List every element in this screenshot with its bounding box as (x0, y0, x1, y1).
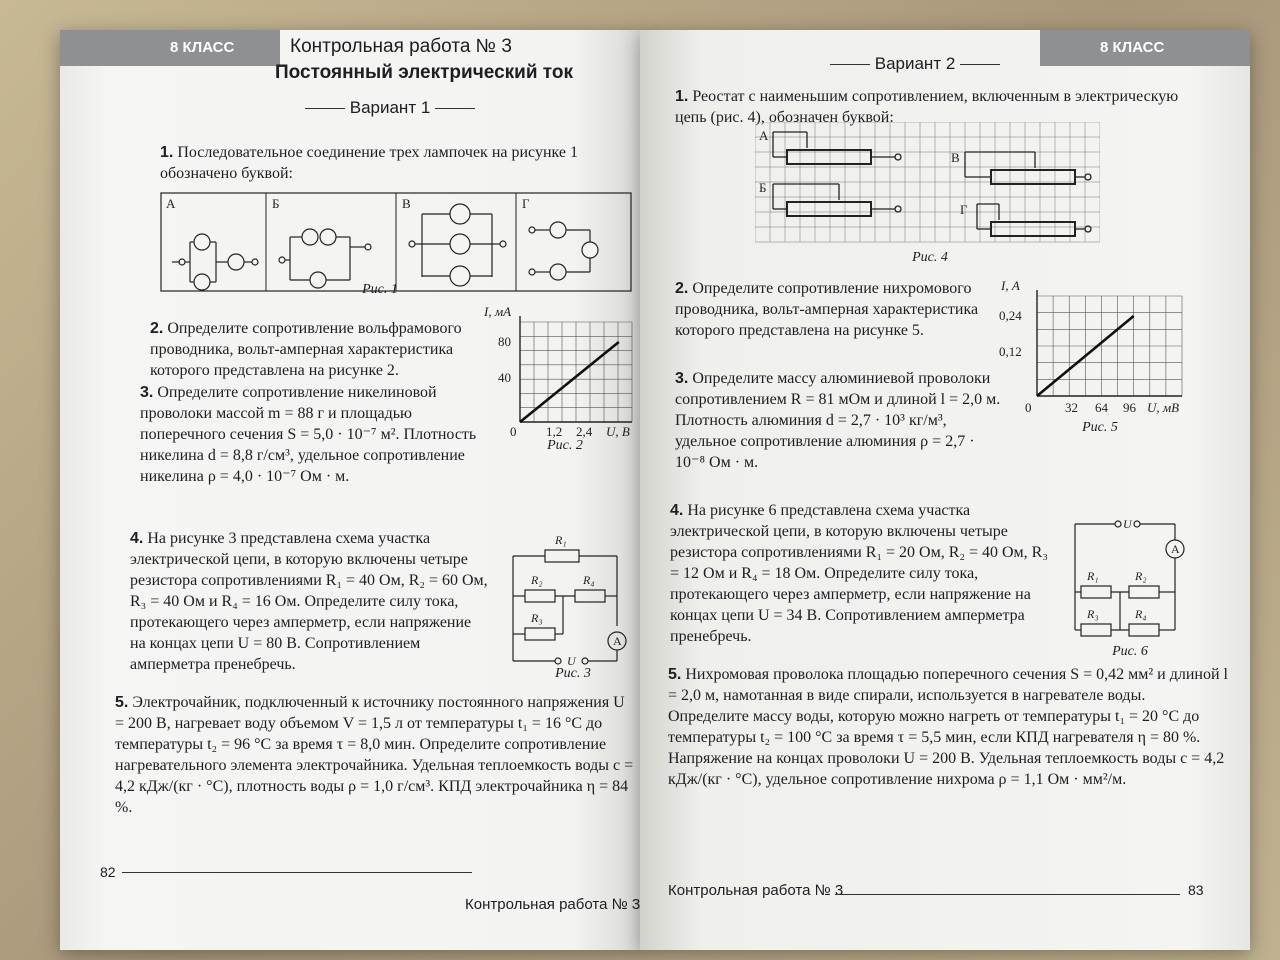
right-page (640, 30, 1250, 950)
test-title: Контрольная работа № 3 (290, 36, 512, 57)
chart5-xtick-32: 32 (1065, 400, 1078, 415)
figure-4-caption: Рис. 4 (912, 250, 948, 265)
variant-heading (305, 98, 475, 118)
question-text: Определите массу алюминиевой проволоки сопротивлением R = 81 мОм и длиной l = 2,0 м. Плотность алюминия d = 2,7 · 10³ кг/м³, удельное сопротивление алюминия ρ = 2,7 · 10⁻⁸ Ом · м. (675, 370, 1001, 471)
footer-left: Контрольная работа № 3 (465, 896, 641, 913)
fig6-r2-label: R₂ (1135, 569, 1147, 583)
chart2-xtick-2-4: 2,4 (576, 424, 593, 439)
question-1 (160, 142, 630, 184)
grade-banner (60, 30, 280, 66)
figure-1-lamps (160, 192, 632, 292)
question-3 (140, 382, 480, 487)
fig6-r3-label: R₃ (1087, 607, 1099, 621)
chart5-xtick-96: 96 (1123, 400, 1136, 415)
fig6-r4-label: R₄ (1135, 607, 1147, 621)
grade-banner-right (1040, 30, 1250, 66)
question-number: 2. (675, 280, 689, 297)
question-4-right (670, 500, 1060, 647)
question-number: 3. (675, 370, 689, 387)
fig4-label-g: Г (960, 202, 968, 217)
question-text: Электрочайник, подключенный к источнику постоянного напряжения U = 200 В, нагревает воду объемом V = 1,5 л от температуры t₁ = 16 °С до температуры t₂ = 96 °С за время τ = 8,0 мин. Определите сопротивление нагревательного элемента электрочайника. Удельная теплоемкость воды c = 4,2 кДж/(кг · °С), плотность воды ρ = 1,0 г/см³. КПД электрочайника η = 84 %. (115, 694, 634, 816)
question-text: Реостат с наименьшим сопротивлением, включенным в электрическую цепь (рис. 4), обозначен буквой: (675, 88, 1179, 126)
fig4-label-v: В (951, 150, 960, 165)
question-number: 1. (675, 88, 689, 105)
fig1-label-g: Г (522, 196, 530, 211)
chart5-ytick-0-24: 0,24 (999, 308, 1022, 323)
fig4-label-b: Б (759, 180, 767, 195)
question-number: 1. (160, 144, 174, 161)
question-text: Нихромовая проволока площадью поперечного сечения S = 0,42 мм² и длиной l = 2,0 м, намотанная в виде спирали, используется в нагревателе воды. Определите массу воды, которую можно нагреть от температуры t₁ = 20 °С до температуры t₂ = 100 °С за время τ = 5,5 мин, если КПД нагревателя η = 80 %. Напряжение на концах проволоки U = 200 В. Удельная теплоемкость воды c = 4,2 кДж/(кг · °С), удельное сопротивление нихрома ρ = 1,1 Ом · мм²/м. (668, 666, 1228, 788)
chart5-xlabel: U, мВ (1147, 400, 1180, 415)
question-5 (115, 692, 635, 818)
fig6-r1-label: R₁ (1087, 569, 1099, 583)
footer-right: Контрольная работа № 3 (668, 882, 844, 899)
page-number-left: 82 (100, 864, 116, 880)
question-text: Определите сопротивление вольфрамового проводника, вольт-амперная характеристика которого представлена на рисунке 2. (150, 320, 462, 379)
figure-5-caption: Рис. 5 (1082, 420, 1118, 435)
variant-label-right: Вариант 2 (874, 54, 956, 73)
question-text: На рисунке 3 представлена схема участка электрической цепи, в которую включены четыре резистора сопротивлениями R₁ = 40 Ом, R₂ = 60 Ом, R₃ = 40 Ом и R₄ = 16 Ом. Определите силу тока, протекающего через амперметр, если напряжение на концах цепи U = 80 В. Сопротивлением амперметра пренебречь. (130, 530, 488, 673)
chart5-xtick-64: 64 (1095, 400, 1108, 415)
question-number: 2. (150, 320, 164, 337)
fig3-r1-label: R₁ (555, 533, 567, 547)
page-number-right: 83 (1188, 882, 1204, 898)
figure-4-rheostats (755, 122, 1100, 247)
variant-heading-right (830, 54, 1000, 74)
fig3-r4-label: R₄ (583, 573, 595, 587)
fig3-r3-label: R₃ (531, 611, 543, 625)
question-text: На рисунке 6 представлена схема участка электрической цепи, в которую включены четыре резистора сопротивлениями R₁ = 20 Ом, R₂ = 40 Ом, R₃ = 12 Ом и R₄ = 18 Ом. Определите силу тока, протекающего через амперметр, если напряжение на концах цепи U = 34 В. Сопротивлением амперметра пренебречь. (670, 502, 1048, 645)
figure-6-circuit (1065, 512, 1195, 647)
chart5-origin: 0 (1025, 400, 1032, 415)
figure-3-caption: Рис. 3 (555, 666, 591, 681)
question-number: 3. (140, 384, 154, 401)
question-3-right (675, 368, 1005, 473)
fig1-label-b: Б (272, 196, 280, 211)
fig6-u-label: U (1123, 517, 1132, 531)
fig6-ammeter-label: A (1171, 542, 1180, 556)
chart2-ylabel: I, мА (484, 304, 512, 319)
question-text: Последовательное соединение трех лампочек на рисунке 1 обозначено буквой: (160, 144, 578, 182)
chart2-ytick-40: 40 (498, 370, 511, 385)
figure-6-caption: Рис. 6 (1112, 644, 1148, 659)
figure-2-chart (480, 300, 640, 460)
question-number: 4. (670, 502, 684, 519)
fig1-label-a: А (166, 196, 176, 211)
question-text: Определите сопротивление нихромового проводника, вольт-амперная характеристика которого представлена на рисунке 5. (675, 280, 979, 339)
question-2-right (675, 278, 995, 341)
question-number: 5. (115, 694, 129, 711)
variant-label: Вариант 1 (349, 98, 431, 117)
figure-5-chart (995, 276, 1190, 416)
fig3-r2-label: R₂ (531, 573, 543, 587)
question-4 (130, 528, 490, 675)
chart2-origin: 0 (510, 424, 517, 439)
grade-label: 8 КЛАСС (170, 39, 235, 56)
question-number: 4. (130, 530, 144, 547)
question-2 (150, 318, 480, 381)
question-number: 5. (668, 666, 682, 683)
test-subtitle: Постоянный электрический ток (275, 62, 573, 83)
fig1-label-v: В (402, 196, 411, 211)
fig3-ammeter-label: A (613, 634, 622, 648)
grade-label-right: 8 КЛАСС (1100, 39, 1165, 56)
fig3-u-label: U (567, 654, 576, 666)
chart2-ytick-80: 80 (498, 334, 511, 349)
chart2-xtick-1-2: 1,2 (546, 424, 563, 439)
question-5-right (668, 664, 1228, 790)
chart5-ytick-0-12: 0,12 (999, 344, 1022, 359)
figure-3-circuit (505, 516, 635, 666)
chart5-ylabel: I, А (1001, 278, 1020, 293)
figure-2-caption: Рис. 2 (547, 438, 583, 453)
figure-1-caption: Рис. 1 (362, 282, 398, 297)
chart2-xlabel: U, В (606, 424, 630, 439)
left-page (60, 30, 642, 950)
question-text: Определите сопротивление никелиновой проволоки массой m = 88 г и площадью поперечного сечения S = 5,0 · 10⁻⁷ м². Плотность никелина d = 8,8 г/см³, удельное сопротивление никелина ρ = 4,0 · 10⁻⁷ Ом · м. (140, 384, 477, 485)
fig4-label-a: А (759, 128, 769, 143)
